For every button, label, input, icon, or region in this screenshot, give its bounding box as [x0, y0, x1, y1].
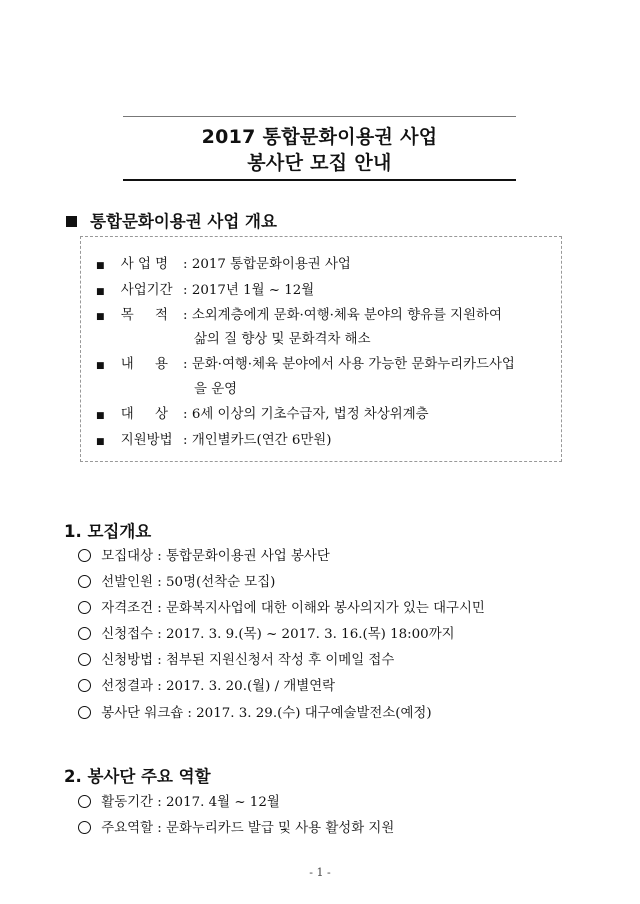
overview-item-label: 지원방법 [120, 433, 173, 448]
overview-item: ■ 지원방법 : 개인별카드(연간 6만원) [96, 433, 332, 448]
circle-bullet-icon [78, 575, 91, 588]
title-bottom-rule [123, 179, 516, 181]
overview-item: ■ 대 상 : 6세 이상의 기초수급자, 법정 차상위계층 [96, 407, 429, 422]
section2-item [78, 820, 394, 837]
section1-item [78, 626, 455, 643]
title-top-rule [123, 116, 516, 117]
overview-item-label: 내 용 [120, 357, 168, 372]
section1-item [78, 705, 432, 722]
small-square-bullet-icon: ■ [96, 437, 105, 447]
overview-item-label: 목 적 [120, 308, 168, 323]
section1-item-text: 자격조건 : 문화복지사업에 대한 이해와 봉사의지가 있는 대구시민 [101, 601, 485, 616]
page-number: - 1 - [309, 866, 331, 879]
overview-item-label: 대 상 [120, 407, 168, 422]
overview-item-label: 사업기간 [120, 283, 173, 298]
section1-item-text: 선발인원 : 50명(선착순 모집) [101, 575, 276, 590]
overview-item-text: 2017 통합문화이용권 사업 [191, 257, 351, 272]
overview-item: ■ 사업기간 : 2017년 1월 ~ 12월 [96, 283, 315, 298]
document-title-line2: 봉사단 모집 안내 [247, 152, 392, 174]
section1-item-text: 봉사단 워크숍 : 2017. 3. 29.(수) 대구예술발전소(예정) [101, 706, 432, 721]
circle-bullet-icon [78, 679, 91, 692]
small-square-bullet-icon: ■ [96, 361, 105, 371]
section2-item-text: 주요역할 : 문화누리카드 발급 및 사용 활성화 지원 [101, 821, 395, 836]
square-bullet-icon [66, 216, 77, 227]
overview-item: ■ 내 용 : 문화·여행·체육 분야에서 사용 가능한 문화누리카드사업 [96, 357, 515, 372]
section1-item [78, 548, 330, 565]
circle-bullet-icon [78, 821, 91, 834]
circle-bullet-icon [78, 795, 91, 808]
overview-heading [66, 208, 277, 232]
overview-heading-text: 통합문화이용권 사업 개요 [90, 212, 277, 231]
circle-bullet-icon [78, 627, 91, 640]
section1-item [78, 652, 394, 669]
overview-item-continuation: 을 운영 [194, 382, 238, 397]
circle-bullet-icon [78, 601, 91, 614]
overview-item: ■ 목 적 : 소외계층에게 문화·여행·체육 분야의 향유를 지원하여 [96, 308, 502, 323]
circle-bullet-icon [78, 653, 91, 666]
small-square-bullet-icon: ■ [96, 411, 105, 421]
overview-item-text: 6세 이상의 기초수급자, 법정 차상위계층 [191, 407, 429, 422]
section2-item-text: 활동기간 : 2017. 4월 ~ 12월 [101, 795, 280, 810]
section1-item-text: 모집대상 : 통합문화이용권 사업 봉사단 [101, 549, 330, 564]
overview-item-text: 문화·여행·체육 분야에서 사용 가능한 문화누리카드사업 [191, 357, 515, 372]
overview-item-text: 개인별카드(연간 6만원) [191, 433, 332, 448]
section1-heading: 1. 모집개요 [64, 522, 152, 541]
small-square-bullet-icon: ■ [96, 312, 105, 322]
section1-item [78, 678, 335, 695]
section2-item [78, 794, 280, 811]
small-square-bullet-icon: ■ [96, 261, 105, 271]
section1-item [78, 574, 275, 591]
circle-bullet-icon [78, 549, 91, 562]
overview-item-label: 사 업 명 [120, 257, 169, 272]
circle-bullet-icon [78, 706, 91, 719]
overview-item: ■ 사 업 명 : 2017 통합문화이용권 사업 [96, 257, 351, 272]
section1-item-text: 신청접수 : 2017. 3. 9.(목) ~ 2017. 3. 16.(목) 18:00까지 [101, 627, 455, 642]
section1-item [78, 600, 485, 617]
overview-item-text: 소외계층에게 문화·여행·체육 분야의 향유를 지원하여 [191, 308, 502, 323]
section1-item-text: 신청방법 : 첨부된 지원신청서 작성 후 이메일 접수 [101, 653, 395, 668]
document-title-line1: 2017 통합문화이용권 사업 [201, 126, 438, 148]
small-square-bullet-icon: ■ [96, 287, 105, 297]
overview-item-continuation: 삶의 질 향상 및 문화격차 해소 [194, 332, 371, 347]
section1-item-text: 선정결과 : 2017. 3. 20.(월) / 개별연락 [101, 679, 336, 694]
overview-item-text: 2017년 1월 ~ 12월 [191, 283, 315, 298]
section2-heading: 2. 봉사단 주요 역할 [64, 767, 211, 786]
